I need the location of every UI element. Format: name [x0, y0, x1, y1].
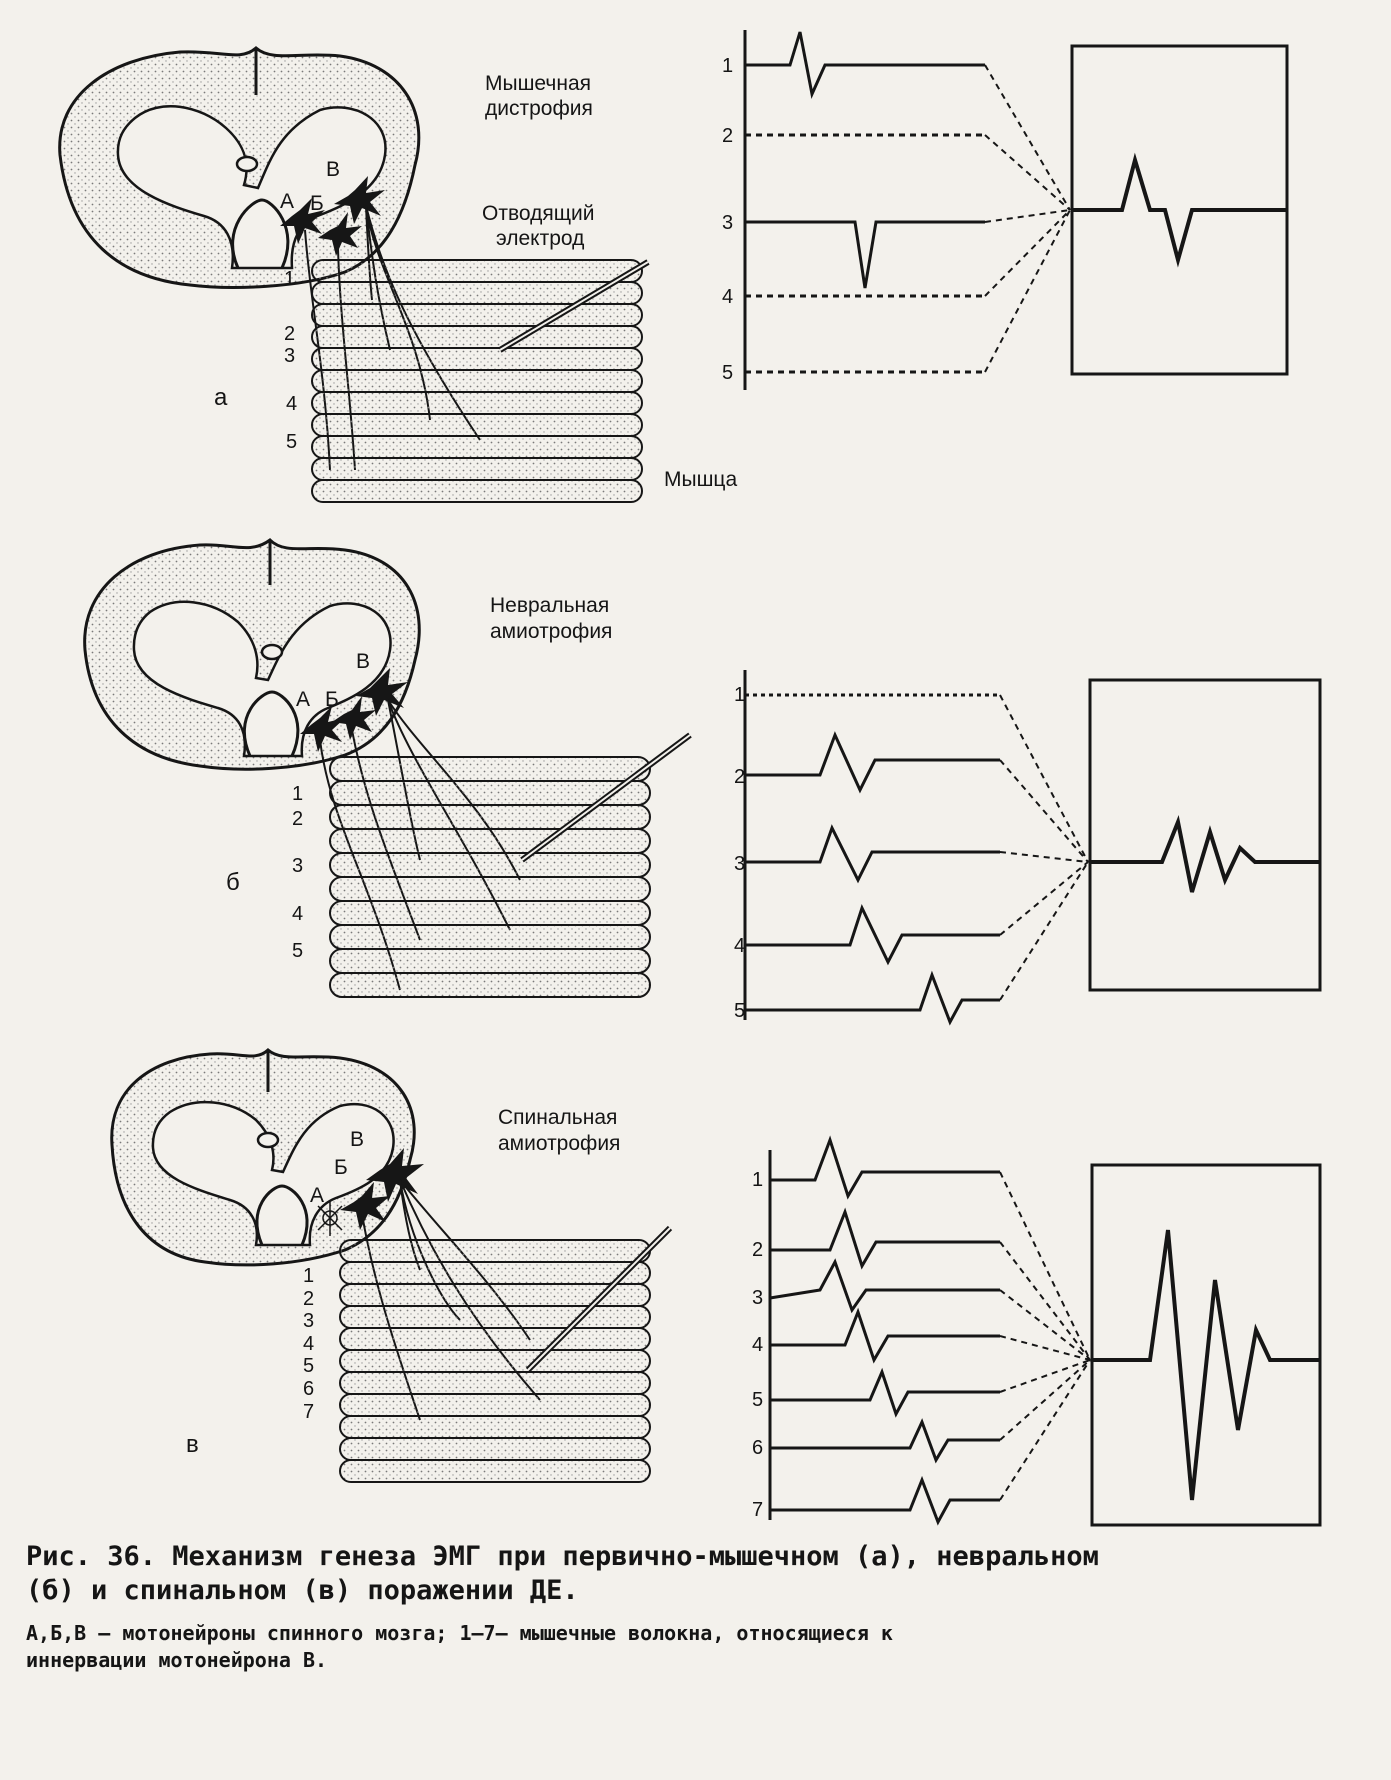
- panel-a-muscular-dystrophy: [60, 30, 1287, 502]
- fiber-number: 3: [292, 855, 304, 877]
- emg-traces: [770, 1140, 1000, 1522]
- panel-label: б: [226, 869, 240, 896]
- panel-label: а: [214, 384, 228, 411]
- summation-lines: [1000, 1172, 1090, 1500]
- fiber-number: 2: [303, 1288, 315, 1310]
- neuron-label-b: Б: [334, 1156, 348, 1179]
- emg-traces: [745, 30, 985, 390]
- fiber-number: 3: [284, 345, 296, 367]
- trace-number: 6: [752, 1437, 764, 1459]
- panel-label: в: [186, 1431, 199, 1458]
- electrode-label-line2: электрод: [496, 227, 585, 250]
- neuron-label-v: В: [326, 158, 341, 181]
- neuron-label-a: А: [296, 688, 311, 711]
- fiber-number: 2: [292, 808, 304, 830]
- panel-c-spinal-amyotrophy: [112, 1050, 1320, 1525]
- muscle-fibers: [330, 757, 650, 997]
- neuron-label-v: В: [356, 650, 371, 673]
- trace-number: 4: [734, 935, 746, 957]
- panel-title-line2: амиотрофия: [498, 1132, 621, 1155]
- caption-legend-line1: А,Б,В — мотонейроны спинного мозга; 1—7— мышечные волокна, относящиеся к: [26, 1621, 893, 1645]
- summed-emg-box: [1092, 1165, 1320, 1525]
- caption-legend-line2: иннервации мотонейрона В.: [26, 1648, 328, 1672]
- fiber-number: 5: [303, 1355, 315, 1377]
- fiber-number: 3: [303, 1310, 315, 1332]
- fiber-number: 2: [284, 323, 296, 345]
- fiber-number: 7: [303, 1401, 315, 1423]
- trace-number: 5: [752, 1389, 764, 1411]
- trace-number: 5: [734, 1000, 746, 1022]
- fiber-number: 1: [284, 268, 296, 290]
- trace-number: 4: [722, 286, 734, 308]
- trace-number: 2: [722, 125, 734, 147]
- summed-emg-box: [1072, 46, 1287, 374]
- trace-number: 1: [734, 684, 746, 706]
- trace-number: 4: [752, 1334, 764, 1356]
- spinal-cord-section: [112, 1050, 415, 1265]
- summation-lines: [1000, 695, 1088, 1000]
- panel-title-line2: дистрофия: [485, 97, 593, 120]
- trace-number: 5: [722, 362, 734, 384]
- panel-b-neural-amyotrophy: [85, 540, 1320, 1022]
- trace-number: 3: [752, 1287, 764, 1309]
- caption-title-line2: (б) и спинальном (в) поражении ДЕ.: [26, 1575, 579, 1606]
- trace-number: 1: [722, 55, 734, 77]
- figure-caption: [26, 1540, 1366, 1674]
- trace-number: 3: [734, 853, 746, 875]
- neuron-label-b: Б: [325, 688, 339, 711]
- summation-lines: [985, 65, 1070, 372]
- spinal-cord-section: [60, 48, 419, 287]
- muscle-fibers: [340, 1240, 650, 1482]
- panel-title-line1: Невральная: [490, 594, 610, 617]
- fiber-number: 4: [303, 1333, 315, 1355]
- fiber-number: 5: [292, 940, 304, 962]
- trace-number: 1: [752, 1169, 764, 1191]
- muscle-label: Мышца: [664, 468, 738, 491]
- fiber-number: 4: [286, 393, 298, 415]
- electrode-label-line1: Отводящий: [482, 202, 595, 225]
- summed-emg-box: [1090, 680, 1320, 990]
- fiber-number: 1: [303, 1265, 315, 1287]
- panel-title-line2: амиотрофия: [490, 620, 613, 643]
- emg-traces: [745, 670, 1000, 1022]
- fiber-number: 1: [292, 783, 304, 805]
- trace-number: 3: [722, 212, 734, 234]
- fiber-number: 4: [292, 903, 304, 925]
- caption-title-line1: Рис. 36. Механизм генеза ЭМГ при первично-мышечном (а), невральном: [26, 1541, 1099, 1572]
- neuron-label-a: А: [280, 190, 295, 213]
- panel-title-line1: Мышечная: [485, 72, 592, 95]
- neuron-label-a: А: [310, 1184, 325, 1207]
- trace-number: 2: [734, 766, 746, 788]
- fiber-number: 6: [303, 1378, 315, 1400]
- panel-title-line1: Спинальная: [498, 1106, 618, 1129]
- neuron-label-v: В: [350, 1128, 365, 1151]
- trace-number: 7: [752, 1499, 764, 1521]
- fiber-number: 5: [286, 431, 298, 453]
- neuron-label-b: Б: [310, 192, 324, 215]
- trace-number: 2: [752, 1239, 764, 1261]
